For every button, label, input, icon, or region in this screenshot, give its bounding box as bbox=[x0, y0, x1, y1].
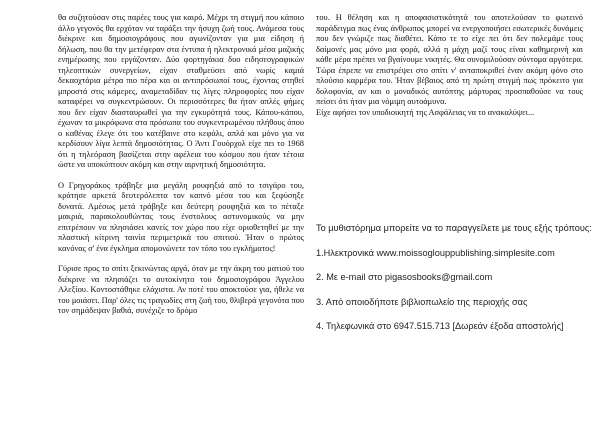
order-info bbox=[316, 222, 592, 345]
paragraph-1: θα συζητούσαν στις παρέες τους για καιρό. Μέχρι τη στιγμή που κάποιο άλλο γεγονός θα ερχόταν να ταράξει την ήσυχη ζωή τους. Ανάμεσα τους διέκρινε και δημοσιογράφους που αγωνίζονταν για μια είδηση ή δήλωση, που θα την μετέφεραν στα έντυπα ή ηλεκτρονικά μέσα μαζικής ενημέρωσης που εργάζονταν. Δύο φορτηγάκια δυο ειδησεογραφικών τηλεοπτικών συνεργείων, είχαν σταθμεύσει από νωρίς καμιά δεκαοχτάρια μέτρα πιο πέρα και οι αντιπρόσωποί τους, έχοντας στηθεί μπροστά στις κάμερες, αναμεταδίδαν τις λίγες πληροφορίες που είχαν καταφέρει να συγκεντρώσουν. Οι περισσότερες θα ήταν απλές φήμες που δεν είχαν διασταυρωθεί για την εγκυρότητά τους. Κάπου-κάπου, έχωναν τα μικρόφωνα στα πρόσωπα του συγκεντρωμένου πλήθους όπου ο καθένας έλεγε ότι του κατέβαινε στο κεφάλι, απλά και μόνο για να κερδίσουν λίγα λεπτά δημοσιότητας. Ο Άντι Γουόρχολ είχε πει το 1968 ότι η τηλεόραση βασίζεται στην αφέλεια του κόσμου που ήταν τέτοια ώστε να υποκύπτουν ακόμη και στην αιρνητική δημοσιότητα. bbox=[58, 13, 304, 169]
paragraph-2: Ο Γρηγοράκος τράβηξε μια μεγάλη ρουφηξιά από το τσιγάρο του, κράτησε αρκετά δευτερόλεπτα τον καπνό μέσα του και ξεφύσηξε δυνατά. Αμέσως μετά τράβηξε και δεύτερη ρουφηξιά και το πέταξε μακριά, παρακολουθώντας τους ένστολους αστυνομικούς να μην επιτρέπουν να πλησιάσει κανείς τον χώρο που είχε οριοθετηθεί με την πλαστική κίτρινη ταινία περιμετρικά του σπιτιού. Ήταν ο πρώτος κανόνας σ' ένα έγκλημα απομονώνετε τον τόπο του εγκλήματος! bbox=[58, 180, 304, 253]
order-option-bookstore: 3. Από οποιοδήποτε βιβλιοπωλείο της περιοχής σας bbox=[316, 296, 528, 307]
paragraph-4: του. Η θέληση και η αποφασιστικότητά του αποτελούσαν το φωτεινό παράδειγμα πως ένας άνθρωπος μπορεί να ενεργοποιήσει εσωτερικές δυνάμεις που δεν γνώριζε πως διαθέτει. Κάπο τε το είχε πει ότι δεν πολεμάμε τους δαίμονές μας μόνο μια φορά, αλλά η μάχη μαζί τους είναι καθημερινή και κάθε μέρα πρέπει να βγαίνουμε νικητές. Θα συνομιλούσαν σύντομα αργότερα. Τώρα έπρεπε να επιστρέψει στο σπίτι ν' ανταποκριθεί έναν ακόμη φόνο στο πλούσιο καρμέρα του. Ήταν βέβαιος από τη πρώτη στιγμή πως πρόκειτο για δολοφονία, αν και ο μοναδικός αυτόπτης μάρτυρας προσπαθούσε να τους πείσει ότι ήταν μια νόμιμη αυτοάμυνα. bbox=[316, 13, 583, 106]
paragraph-5: Είχε αφήσει τον υποδιοικητή της Ασφάλειας να το ανακαλύψει... bbox=[316, 107, 535, 117]
left-text-column bbox=[58, 13, 304, 317]
order-option-email: 2. Με e-mail στο pigasosbooks@gmail.com bbox=[316, 272, 493, 282]
order-option-website: 1.Ηλεκτρονικά www.moissoglouppublishing.simplesite.com bbox=[316, 247, 555, 258]
order-intro: Το μυθιστόρημα μπορείτε να το παραγγείλετε με τους εξής τρόπους: bbox=[316, 223, 592, 233]
paragraph-3: Γύρισε προς το σπίτι ξεκινώντας αργά, όταν με την άκρη του ματιού του διέκρινε να πλησιάζει το αυτοκίνητο του δημοσιογράφου Άγγελου Αλεξίου. Κοντοστάθηκε ελάχιστα. Αν ποτέ του αποκτούσε για, ήθελε να του μοιάσει. Παρ' όλες τις τραγωδίες στη ζωή του, θλιβερά γεγονότα που τον σημάδεψαν βαθιά, συνέχιζε το δρόμο bbox=[58, 264, 304, 315]
right-text-column bbox=[316, 13, 583, 118]
order-option-phone: 4. Τηλεφωνικά στο 6947.515.713 [Δωρεάν έξοδα αποστολής] bbox=[316, 321, 564, 331]
